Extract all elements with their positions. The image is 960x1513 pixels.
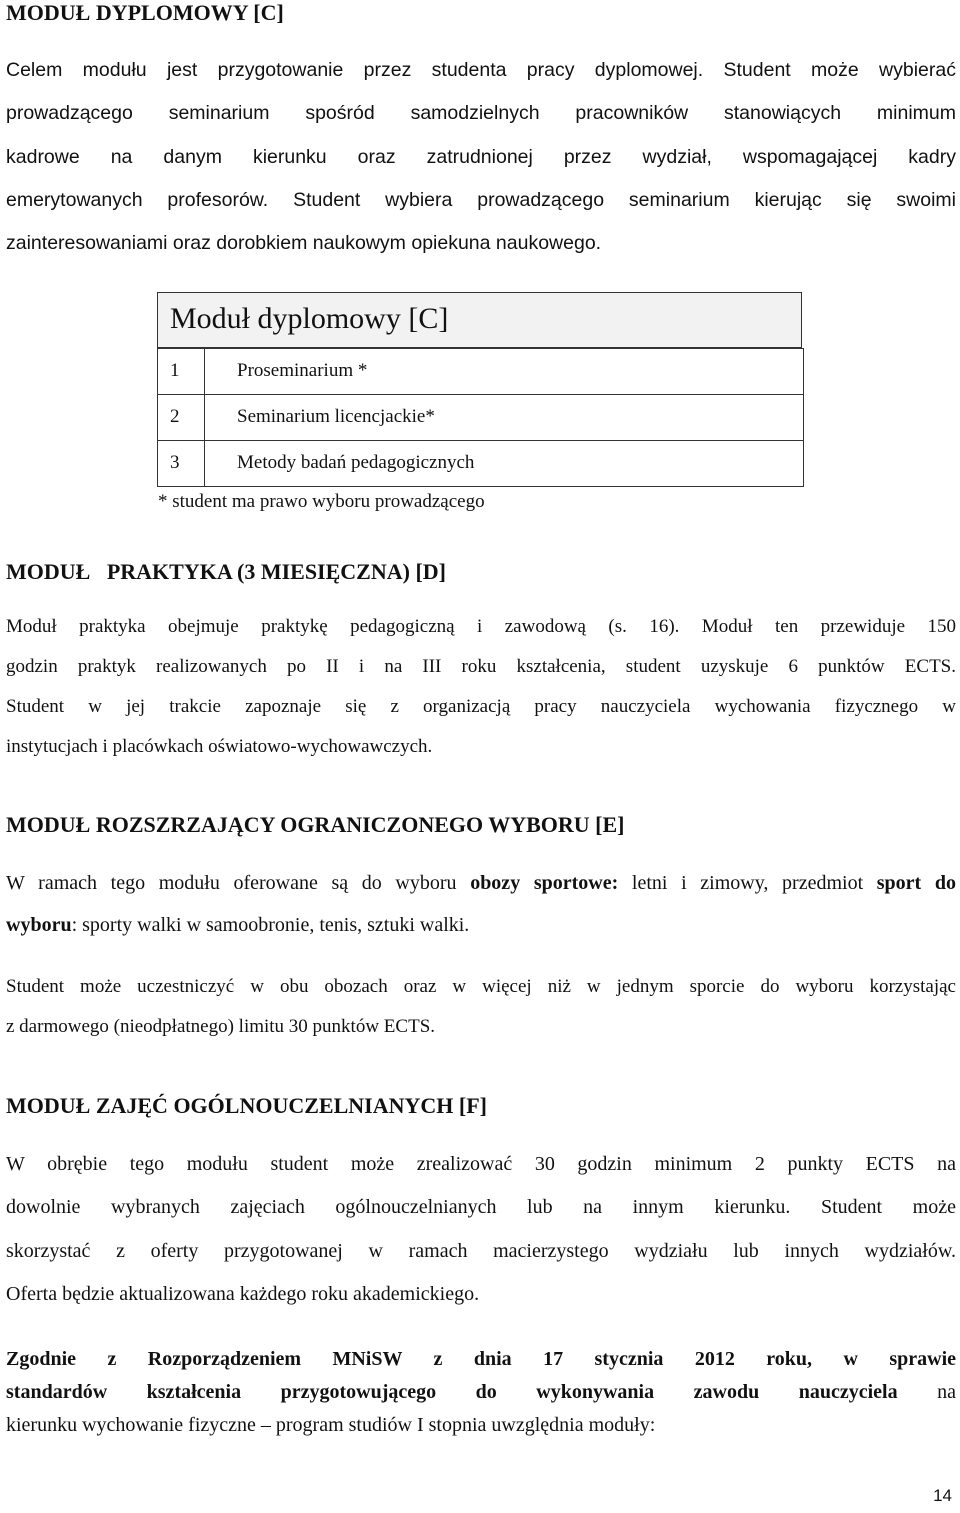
row-label: Seminarium licencjackie* xyxy=(237,406,435,427)
section-c-line-1: Celem modułu jest przygotowanie przez studenta pracy dyplomowej. Student może wybierać xyxy=(6,59,956,81)
text-run: na xyxy=(897,1381,956,1403)
emphasis-elective-sport: sport do xyxy=(876,872,956,894)
column-divider xyxy=(204,349,205,394)
section-e-p2-line-2: z darmowego (nieodpłatnego) limitu 30 punktów ECTS. xyxy=(6,1016,436,1037)
emphasis-sports-camps: obozy sportowe: xyxy=(470,872,619,894)
module-table-title-cell xyxy=(157,292,802,348)
row-number: 2 xyxy=(170,406,180,427)
section-f-heading: MODUŁ ZAJĘĆ OGÓLNOUCZELNIANYCH [F] xyxy=(6,1093,487,1118)
section-c-heading: MODUŁ DYPLOMOWY [C] xyxy=(6,0,284,25)
section-c-line-2: prowadzącego seminarium spośród samodzielnych pracowników stanowiących minimum xyxy=(6,102,956,124)
table-footnote: * student ma prawo wyboru prowadzącego xyxy=(158,491,485,512)
text-run: letni i zimowy, przedmiot xyxy=(618,872,877,894)
table-row xyxy=(157,348,804,395)
closing-line-3: kierunku wychowanie fizyczne – program studiów I stopnia uwzględnia moduły: xyxy=(6,1414,656,1436)
section-c-line-3: kadrowe na danym kierunku oraz zatrudnionej przez wydział, wspomagającej kadry xyxy=(6,146,956,168)
section-e-heading: MODUŁ ROZSZRZAJĄCY OGRANICZONEGO WYBORU [E] xyxy=(6,812,625,837)
page-number: 14 xyxy=(933,1486,952,1505)
column-divider xyxy=(204,395,205,440)
row-label: Proseminarium * xyxy=(237,360,368,381)
text-run: : sporty walki w samoobronie, tenis, sztuki walki. xyxy=(71,914,470,936)
section-d-line-3: Student w jej trakcie zapoznaje się z organizacją pracy nauczyciela wychowania fizycznego w xyxy=(6,696,956,717)
closing-line-1: Zgodnie z Rozporządzeniem MNiSW z dnia 17 stycznia 2012 roku, w sprawie xyxy=(6,1348,956,1370)
emphasis-standards: standardów kształcenia przygotowującego do wykonywania zawodu nauczyciela xyxy=(6,1381,898,1403)
section-f-line-3: skorzystać z oferty przygotowanej w ramach macierzystego wydziału lub innych wydziałów. xyxy=(6,1240,956,1262)
section-e-p2-line-1: Student może uczestniczyć w obu obozach oraz w więcej niż w jednym sporcie do wyboru korzystając xyxy=(6,976,956,997)
closing-line-2 xyxy=(6,1379,956,1405)
section-c-line-5: zainteresowaniami oraz dorobkiem naukowym opiekuna naukowego. xyxy=(6,232,602,254)
emphasis-elective: wyboru xyxy=(6,914,72,936)
table-row xyxy=(157,440,804,487)
section-f-line-4: Oferta będzie aktualizowana każdego roku akademickiego. xyxy=(6,1283,480,1305)
column-divider xyxy=(204,441,205,486)
table-row xyxy=(157,394,804,441)
module-table-title: Moduł dyplomowy [C] xyxy=(170,302,449,335)
row-number: 3 xyxy=(170,452,180,473)
section-f-line-1: W obrębie tego modułu student może zrealizować 30 godzin minimum 2 punkty ECTS na xyxy=(6,1153,956,1175)
row-number: 1 xyxy=(170,360,180,381)
row-label: Metody badań pedagogicznych xyxy=(237,452,475,473)
section-e-p1-line-1 xyxy=(6,870,956,896)
section-f-line-2: dowolnie wybranych zajęciach ogólnouczelnianych lub na innym kierunku. Student może xyxy=(6,1196,956,1218)
section-d-line-2: godzin praktyk realizowanych po II i na III roku kształcenia, student uzyskuje 6 punktów ECTS. xyxy=(6,656,956,677)
section-d-line-1: Moduł praktyka obejmuje praktykę pedagogiczną i zawodową (s. 16). Moduł ten przewiduje 150 xyxy=(6,616,956,637)
text-run: W ramach tego modułu oferowane są do wyboru xyxy=(6,872,471,894)
section-d-line-4: instytucjach i placówkach oświatowo-wychowawczych. xyxy=(6,736,433,757)
section-c-line-4: emerytowanych profesorów. Student wybiera prowadzącego seminarium kierując się swoimi xyxy=(6,189,956,211)
section-d-heading: MODUŁ PRAKTYKA (3 MIESIĘCZNA) [D] xyxy=(6,559,446,584)
section-e-p1-line-2 xyxy=(6,912,956,938)
